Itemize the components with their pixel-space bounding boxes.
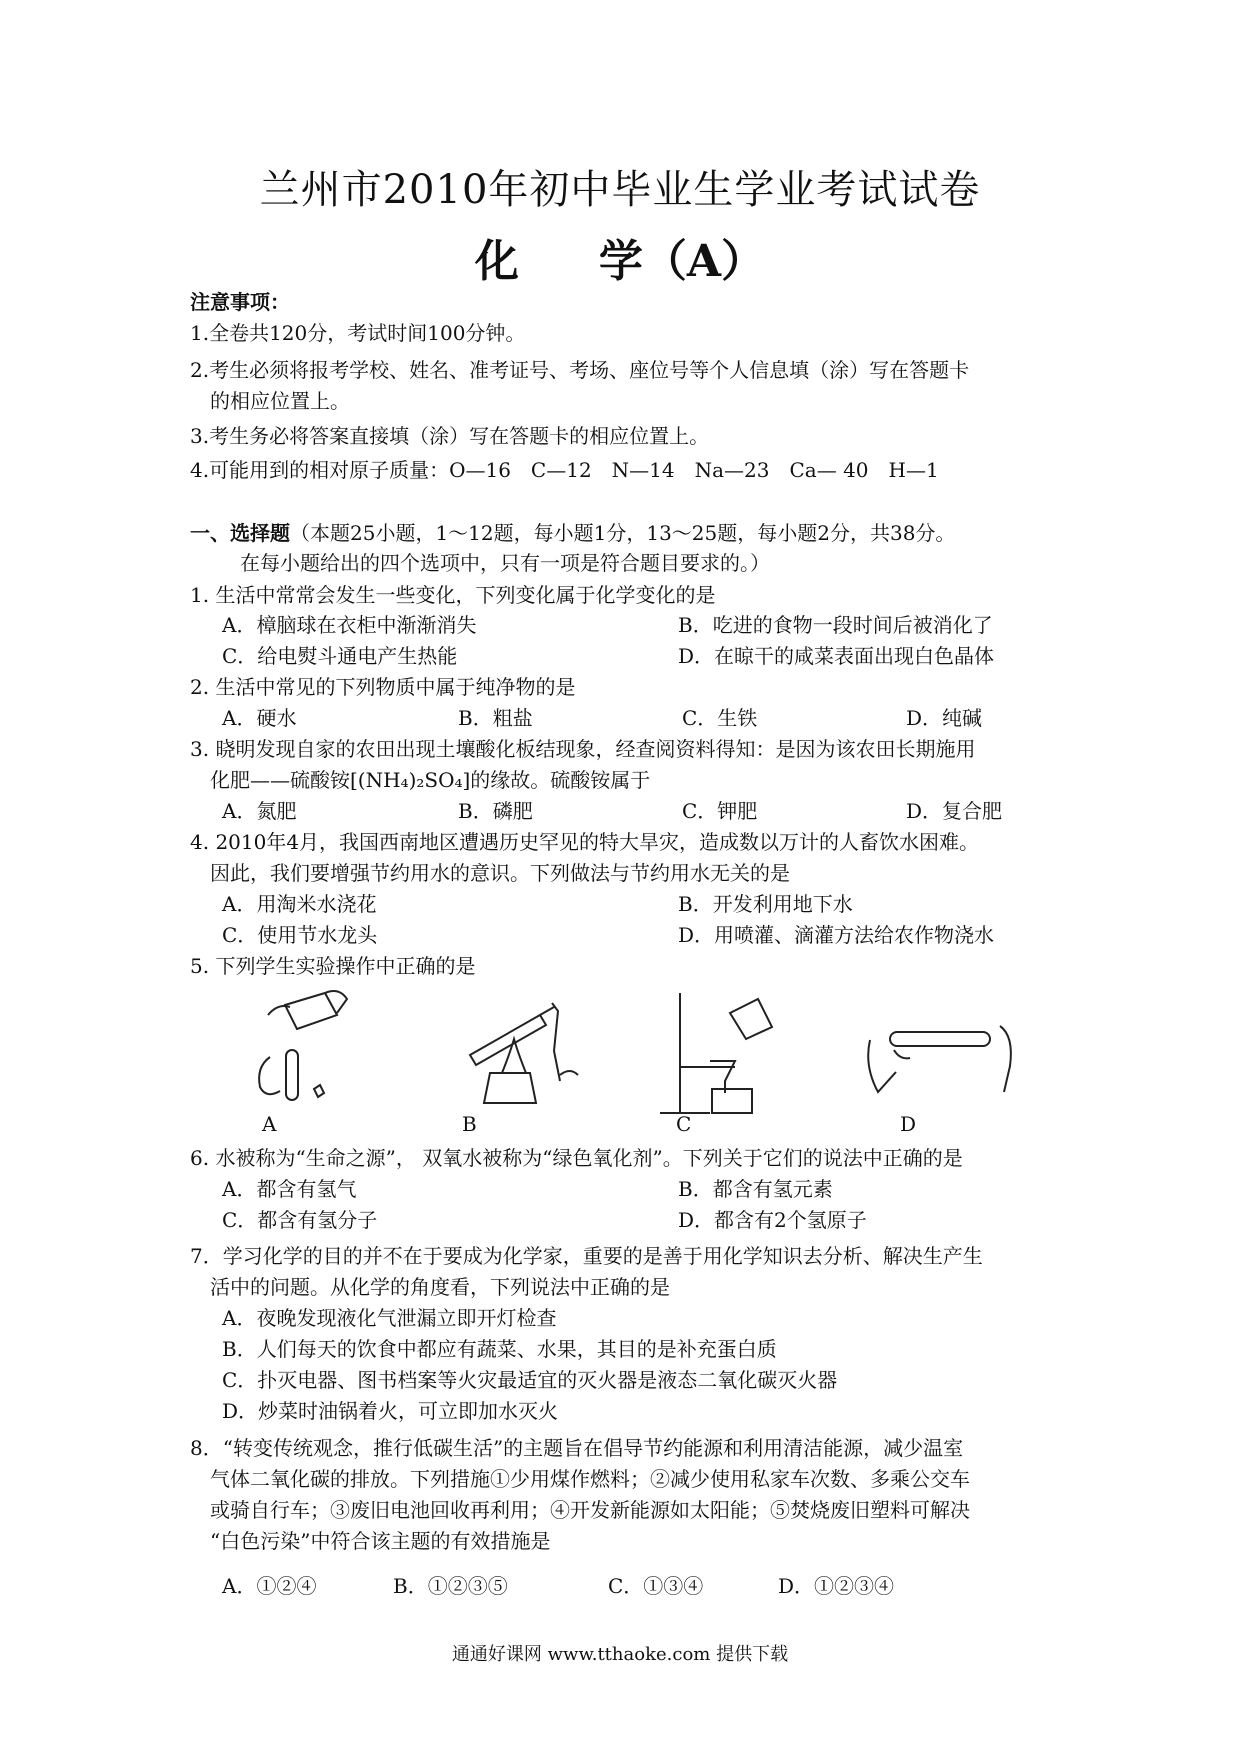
q6-option-c: C．都含有氢分子 — [222, 1208, 378, 1232]
page-footer[interactable]: 通通好课网 www.tthaoke.com 提供下载 — [451, 1644, 789, 1665]
q6-stem: 6. 水被称为“生命之源”， 双氧水被称为“绿色氧化剂”。下列关于它们的说法中正确的是 — [190, 1146, 963, 1170]
q4-option-c: C．使用节水龙头 — [222, 923, 378, 947]
section-heading — [190, 518, 955, 548]
figure-c-filtration — [630, 985, 790, 1120]
q7-stem-1: 7．学习化学的目的并不在于要成为化学家，重要的是善于用化学知识去分析、解决生产生 — [190, 1244, 983, 1268]
q3-option-c: C．钾肥 — [682, 799, 758, 823]
note-4: 4.可能用到的相对原子质量：O—16 C—12 N—14 Na—23 Ca— 40 H—1 — [190, 458, 939, 482]
q2-option-c: C．生铁 — [682, 706, 758, 730]
q1-stem: 1. 生活中常常会发生一些变化，下列变化属于化学变化的是 — [190, 583, 716, 607]
q4-option-a: A．用淘米水浇花 — [222, 892, 377, 916]
q6-option-b: B．都含有氢元素 — [678, 1177, 833, 1201]
q4-option-d: D．用喷灌、滴灌方法给农作物浇水 — [678, 923, 995, 947]
q8-stem-3: 或骑自行车；③废旧电池回收再利用；④开发新能源如太阳能；⑤焚烧废旧塑料可解决 — [210, 1498, 970, 1522]
q7-option-a: A．夜晚发现液化气泄漏立即开灯检查 — [222, 1306, 557, 1330]
q8-stem-1: 8．“转变传统观念，推行低碳生活”的主题旨在倡导节约能源和利用清洁能源，减少温室 — [190, 1436, 964, 1460]
q3-option-a: A．氮肥 — [222, 799, 297, 823]
section-title: 一、选择题 — [190, 521, 290, 545]
subject-char-2: 学（A） — [598, 236, 766, 287]
section-desc-1: （本题25小题，1～12题，每小题1分，13～25题，每小题2分，共38分。 — [290, 521, 956, 545]
q3-option-d: D．复合肥 — [906, 799, 1003, 823]
q3-stem-2: 化肥——硫酸铵[(NH₄)₂SO₄]的缘故。硫酸铵属于 — [210, 768, 651, 792]
q1-option-c: C．给电熨斗通电产生热能 — [222, 644, 458, 668]
q2-option-d: D．纯碱 — [906, 706, 983, 730]
figure-label-d: D — [900, 1112, 917, 1136]
q8-stem-2: 气体二氧化碳的排放。下列措施①少用煤作燃料；②减少使用私家车次数、多乘公交车 — [210, 1467, 970, 1491]
q5-stem: 5. 下列学生实验操作中正确的是 — [190, 954, 476, 978]
q3-option-b: B．磷肥 — [458, 799, 533, 823]
subject-char-1: 化 — [474, 236, 519, 287]
figure-label-a: A — [262, 1112, 277, 1136]
q4-option-b: B．开发利用地下水 — [678, 892, 853, 916]
q6-option-a: A．都含有氢气 — [222, 1177, 357, 1201]
q1-option-d: D．在晾干的咸菜表面出现白色晶体 — [678, 644, 995, 668]
q8-option-c: C．①③④ — [608, 1574, 704, 1598]
q8-option-a: A．①②④ — [222, 1574, 317, 1598]
section-desc-2: 在每小题给出的四个选项中，只有一项是符合题目要求的。） — [240, 551, 770, 575]
figure-label-b: B — [462, 1112, 477, 1136]
q7-option-d: D．炒菜时油锅着火，可立即加水灭火 — [222, 1399, 559, 1423]
note-2: 2.考生必须将报考学校、姓名、准考证号、考场、座位号等个人信息填（涂）写在答题卡 — [190, 358, 970, 382]
q1-option-b: B．吃进的食物一段时间后被消化了 — [678, 613, 993, 637]
q8-option-d: D．①②③④ — [778, 1574, 895, 1598]
figure-a-pouring-liquid — [230, 985, 370, 1110]
q6-option-d: D．都含有2个氢原子 — [678, 1208, 867, 1232]
q8-stem-4: “白色污染”中符合该主题的有效措施是 — [210, 1529, 551, 1553]
figure-label-c: C — [676, 1112, 692, 1136]
q3-stem-1: 3. 晓明发现自家的农田出现土壤酸化板结现象，经查阅资料得知：是因为该农田长期施用 — [190, 737, 976, 761]
note-3: 3.考生务必将答案直接填（涂）写在答题卡的相应位置上。 — [190, 424, 710, 448]
q2-stem: 2. 生活中常见的下列物质中属于纯净物的是 — [190, 675, 576, 699]
note-2-cont: 的相应位置上。 — [210, 389, 350, 413]
q8-option-b: B．①②③⑤ — [393, 1574, 508, 1598]
exam-title: 兰州市2010年初中毕业生学业考试试卷 — [259, 167, 981, 213]
figure-b-heating-test-tube — [440, 985, 580, 1110]
figure-d-shaking-test-tube — [860, 1000, 1020, 1105]
q4-stem-1: 4. 2010年4月，我国西南地区遭遇历史罕见的特大旱灾，造成数以万计的人畜饮水困难。 — [190, 830, 980, 854]
q7-option-c: C．扑灭电器、图书档案等火灾最适宜的灭火器是液态二氧化碳灭火器 — [222, 1368, 838, 1392]
subject-title — [0, 225, 1240, 289]
notes-heading: 注意事项： — [190, 290, 290, 314]
q7-stem-2: 活中的问题。从化学的角度看，下列说法中正确的是 — [210, 1275, 670, 1299]
q2-option-a: A．硬水 — [222, 706, 297, 730]
q2-option-b: B．粗盐 — [458, 706, 533, 730]
q7-option-b: B．人们每天的饮食中都应有蔬菜、水果，其目的是补充蛋白质 — [222, 1337, 777, 1361]
q1-option-a: A．樟脑球在衣柜中渐渐消失 — [222, 613, 477, 637]
q4-stem-2: 因此，我们要增强节约用水的意识。下列做法与节约用水无关的是 — [210, 861, 790, 885]
note-1: 1.全卷共120分，考试时间100分钟。 — [190, 321, 526, 345]
